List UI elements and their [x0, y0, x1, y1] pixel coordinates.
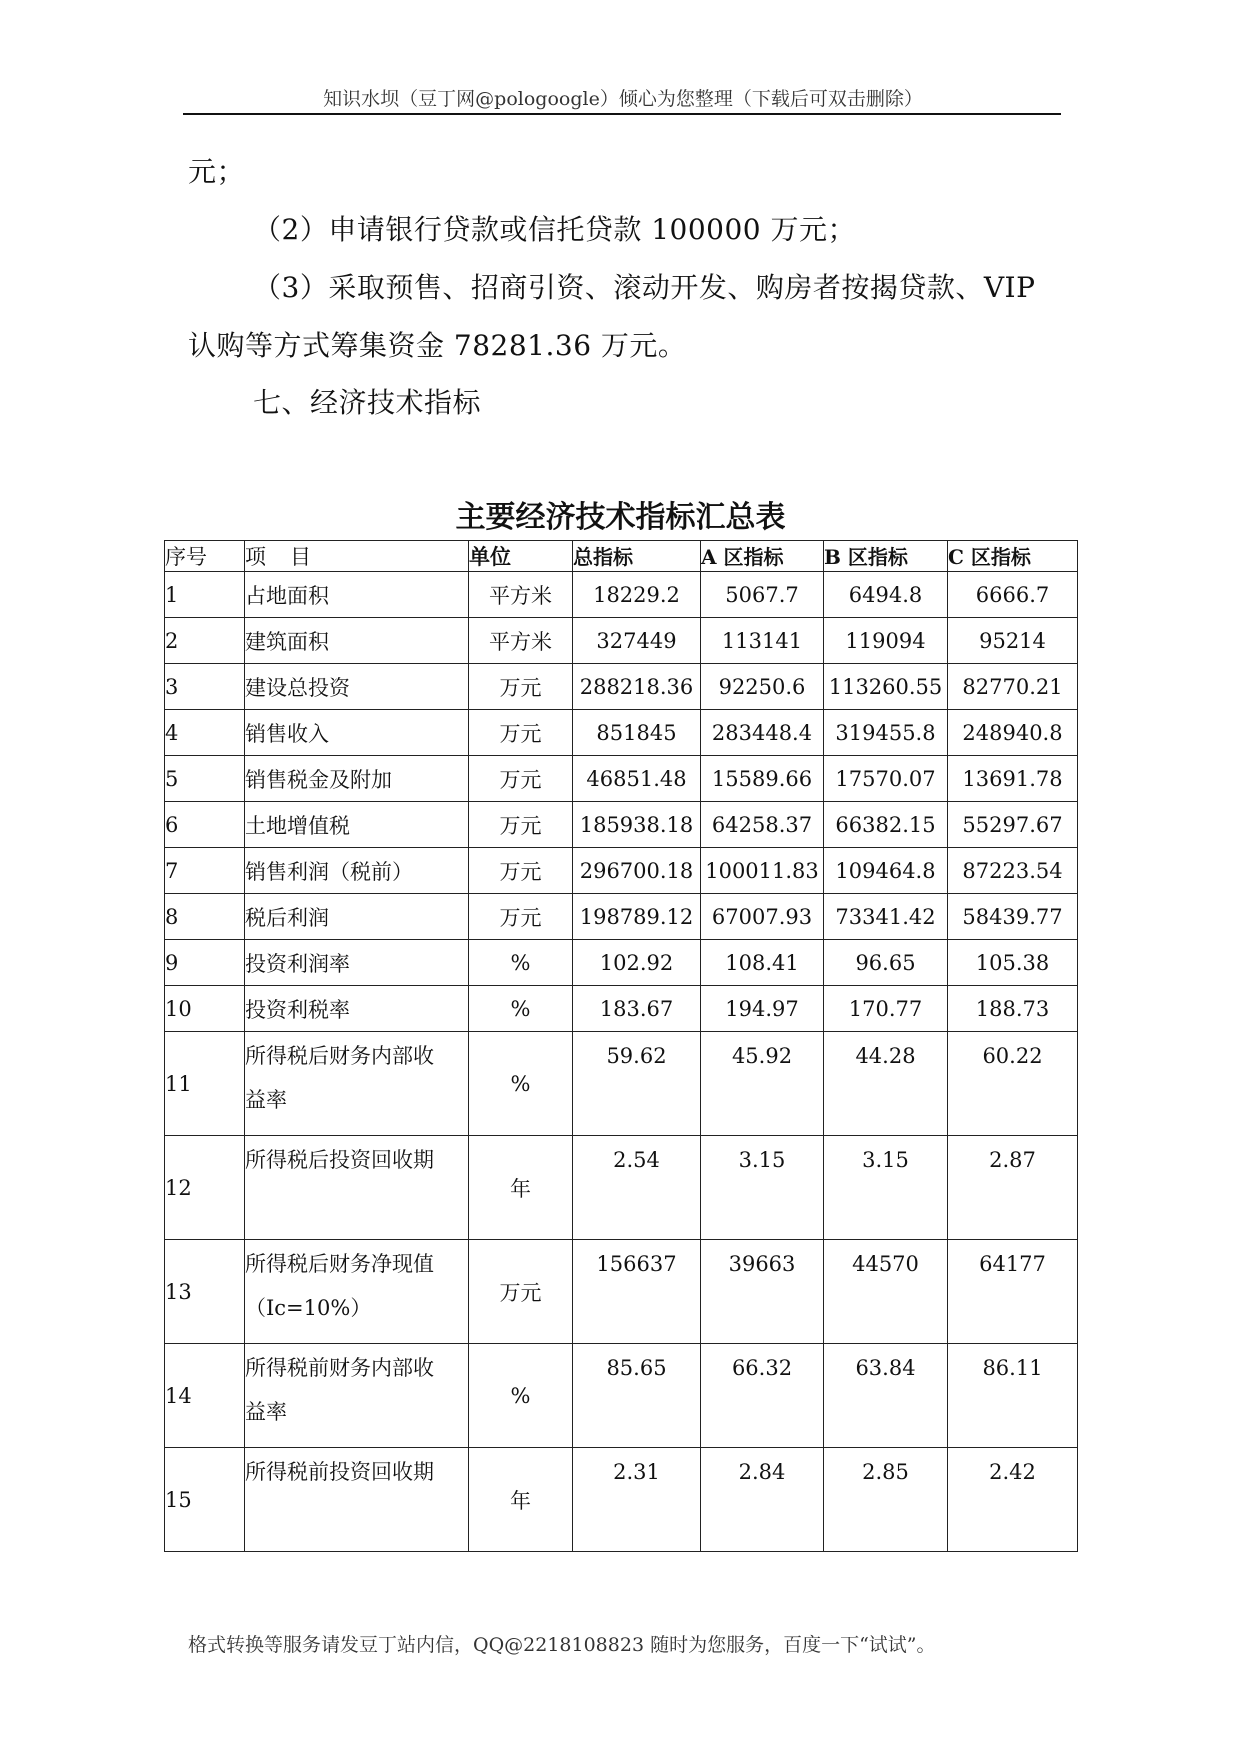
row-item-line1: 所得税后投资回收期	[245, 1148, 434, 1172]
row-item-line2: 益率	[245, 1088, 287, 1112]
row-item	[245, 1240, 469, 1344]
row-item: 销售利润（税前）	[245, 848, 469, 894]
header-zone-c: C 区指标	[948, 541, 1078, 572]
page-footer: 格式转换等服务请发豆丁站内信，QQ@2218108823 随时为您服务，百度一下“试试”。	[188, 1634, 936, 1656]
table-row	[165, 618, 1078, 664]
row-item: 投资利润率	[245, 940, 469, 986]
row-item-line1: 所得税后财务净现值	[245, 1252, 434, 1276]
row-zone-b: 17570.07	[824, 756, 948, 802]
row-number: 6	[165, 802, 245, 848]
row-zone-a: 67007.93	[701, 894, 824, 940]
row-zone-b: 44.28	[824, 1032, 948, 1136]
row-zone-c: 105.38	[948, 940, 1078, 986]
table-row	[165, 1448, 1078, 1552]
row-total: 183.67	[573, 986, 701, 1032]
row-zone-c: 58439.77	[948, 894, 1078, 940]
row-total: 851845	[573, 710, 701, 756]
row-zone-c: 6666.7	[948, 572, 1078, 618]
row-total: 156637	[573, 1240, 701, 1344]
row-total: 2.31	[573, 1448, 701, 1552]
row-number: 12	[165, 1136, 245, 1240]
row-number: 13	[165, 1240, 245, 1344]
table-row	[165, 1136, 1078, 1240]
row-zone-a: 66.32	[701, 1344, 824, 1448]
header-zone-a: A 区指标	[701, 541, 824, 572]
row-zone-a: 5067.7	[701, 572, 824, 618]
row-zone-c: 55297.67	[948, 802, 1078, 848]
row-item-line1: 所得税后财务内部收	[245, 1044, 434, 1068]
row-zone-b: 113260.55	[824, 664, 948, 710]
row-zone-c: 2.42	[948, 1448, 1078, 1552]
table-row	[165, 986, 1078, 1032]
row-number: 15	[165, 1448, 245, 1552]
row-zone-a: 100011.83	[701, 848, 824, 894]
row-zone-a: 39663	[701, 1240, 824, 1344]
row-number: 1	[165, 572, 245, 618]
row-total: 46851.48	[573, 756, 701, 802]
row-zone-b: 96.65	[824, 940, 948, 986]
row-unit: 年	[469, 1448, 573, 1552]
row-total: 85.65	[573, 1344, 701, 1448]
row-zone-b: 73341.42	[824, 894, 948, 940]
row-total: 327449	[573, 618, 701, 664]
row-zone-b: 44570	[824, 1240, 948, 1344]
row-total: 102.92	[573, 940, 701, 986]
table-row	[165, 756, 1078, 802]
section-heading: 七、经济技术指标	[253, 386, 482, 419]
table-row	[165, 664, 1078, 710]
table-row	[165, 894, 1078, 940]
row-unit: %	[469, 1032, 573, 1136]
row-unit: 万元	[469, 848, 573, 894]
row-zone-b: 6494.8	[824, 572, 948, 618]
table-row	[165, 940, 1078, 986]
row-zone-b: 319455.8	[824, 710, 948, 756]
row-zone-c: 86.11	[948, 1344, 1078, 1448]
row-zone-c: 82770.21	[948, 664, 1078, 710]
row-item	[245, 1136, 469, 1240]
row-zone-b: 66382.15	[824, 802, 948, 848]
row-item: 土地增值税	[245, 802, 469, 848]
header-divider	[183, 113, 1061, 115]
row-zone-a: 45.92	[701, 1032, 824, 1136]
row-item-line1: 所得税前财务内部收	[245, 1356, 434, 1380]
row-total: 2.54	[573, 1136, 701, 1240]
table-row	[165, 848, 1078, 894]
header-no: 序号	[165, 541, 245, 572]
row-zone-b: 3.15	[824, 1136, 948, 1240]
row-zone-b: 119094	[824, 618, 948, 664]
indicator-table	[164, 540, 1078, 1552]
row-number: 9	[165, 940, 245, 986]
row-number: 4	[165, 710, 245, 756]
row-total: 198789.12	[573, 894, 701, 940]
row-zone-c: 95214	[948, 618, 1078, 664]
row-unit: 平方米	[469, 572, 573, 618]
row-unit: %	[469, 1344, 573, 1448]
row-number: 7	[165, 848, 245, 894]
row-zone-c: 64177	[948, 1240, 1078, 1344]
row-total: 288218.36	[573, 664, 701, 710]
row-item: 投资利税率	[245, 986, 469, 1032]
row-unit: 万元	[469, 894, 573, 940]
table-row	[165, 710, 1078, 756]
table-row	[165, 1032, 1078, 1136]
row-zone-b: 109464.8	[824, 848, 948, 894]
header-zone-b: B 区指标	[824, 541, 948, 572]
row-item	[245, 1032, 469, 1136]
row-number: 14	[165, 1344, 245, 1448]
paragraph-presale-line2: 认购等方式筹集资金 78281.36 万元。	[188, 329, 687, 362]
row-zone-a: 194.97	[701, 986, 824, 1032]
table-body	[165, 572, 1078, 1552]
row-item: 占地面积	[245, 572, 469, 618]
table-header-row	[165, 541, 1078, 572]
row-number: 11	[165, 1032, 245, 1136]
table-title: 主要经济技术指标汇总表	[455, 500, 786, 535]
table-row	[165, 802, 1078, 848]
row-zone-c: 87223.54	[948, 848, 1078, 894]
row-item: 税后利润	[245, 894, 469, 940]
page-header: 知识水坝（豆丁网@pologoogle）倾心为您整理（下载后可双击删除）	[323, 88, 923, 110]
row-zone-c: 248940.8	[948, 710, 1078, 756]
row-item-line2: 益率	[245, 1400, 287, 1424]
row-number: 10	[165, 986, 245, 1032]
row-item: 销售税金及附加	[245, 756, 469, 802]
row-item	[245, 1344, 469, 1448]
paragraph-fragment: 元；	[188, 155, 246, 188]
row-number: 5	[165, 756, 245, 802]
row-unit: 平方米	[469, 618, 573, 664]
row-item-line1: 所得税前投资回收期	[245, 1460, 434, 1484]
row-unit: %	[469, 986, 573, 1032]
row-unit: 万元	[469, 756, 573, 802]
row-total: 185938.18	[573, 802, 701, 848]
row-item	[245, 1448, 469, 1552]
row-zone-a: 108.41	[701, 940, 824, 986]
row-unit: 万元	[469, 1240, 573, 1344]
table-row	[165, 572, 1078, 618]
row-item-line2: （Ic=10%）	[245, 1296, 372, 1320]
row-zone-b: 63.84	[824, 1344, 948, 1448]
row-zone-c: 2.87	[948, 1136, 1078, 1240]
row-zone-c: 188.73	[948, 986, 1078, 1032]
row-total: 296700.18	[573, 848, 701, 894]
table-row	[165, 1344, 1078, 1448]
row-unit: 万元	[469, 802, 573, 848]
row-zone-b: 2.85	[824, 1448, 948, 1552]
row-zone-a: 113141	[701, 618, 824, 664]
row-zone-a: 92250.6	[701, 664, 824, 710]
row-number: 2	[165, 618, 245, 664]
row-zone-a: 15589.66	[701, 756, 824, 802]
row-zone-a: 2.84	[701, 1448, 824, 1552]
row-unit: %	[469, 940, 573, 986]
paragraph-presale-line1: （3）采取预售、招商引资、滚动开发、购房者按揭贷款、VIP	[253, 271, 1036, 304]
paragraph-bank-loan: （2）申请银行贷款或信托贷款 100000 万元；	[253, 213, 857, 246]
row-total: 18229.2	[573, 572, 701, 618]
row-zone-a: 64258.37	[701, 802, 824, 848]
row-zone-a: 3.15	[701, 1136, 824, 1240]
row-zone-b: 170.77	[824, 986, 948, 1032]
row-zone-a: 283448.4	[701, 710, 824, 756]
row-zone-c: 60.22	[948, 1032, 1078, 1136]
row-unit: 万元	[469, 664, 573, 710]
header-unit: 单位	[469, 541, 573, 572]
row-zone-c: 13691.78	[948, 756, 1078, 802]
row-total: 59.62	[573, 1032, 701, 1136]
row-number: 3	[165, 664, 245, 710]
row-unit: 万元	[469, 710, 573, 756]
table-row	[165, 1240, 1078, 1344]
header-item: 项目	[245, 541, 469, 572]
row-item: 建筑面积	[245, 618, 469, 664]
row-number: 8	[165, 894, 245, 940]
row-item: 建设总投资	[245, 664, 469, 710]
header-total: 总指标	[573, 541, 701, 572]
row-unit: 年	[469, 1136, 573, 1240]
row-item: 销售收入	[245, 710, 469, 756]
